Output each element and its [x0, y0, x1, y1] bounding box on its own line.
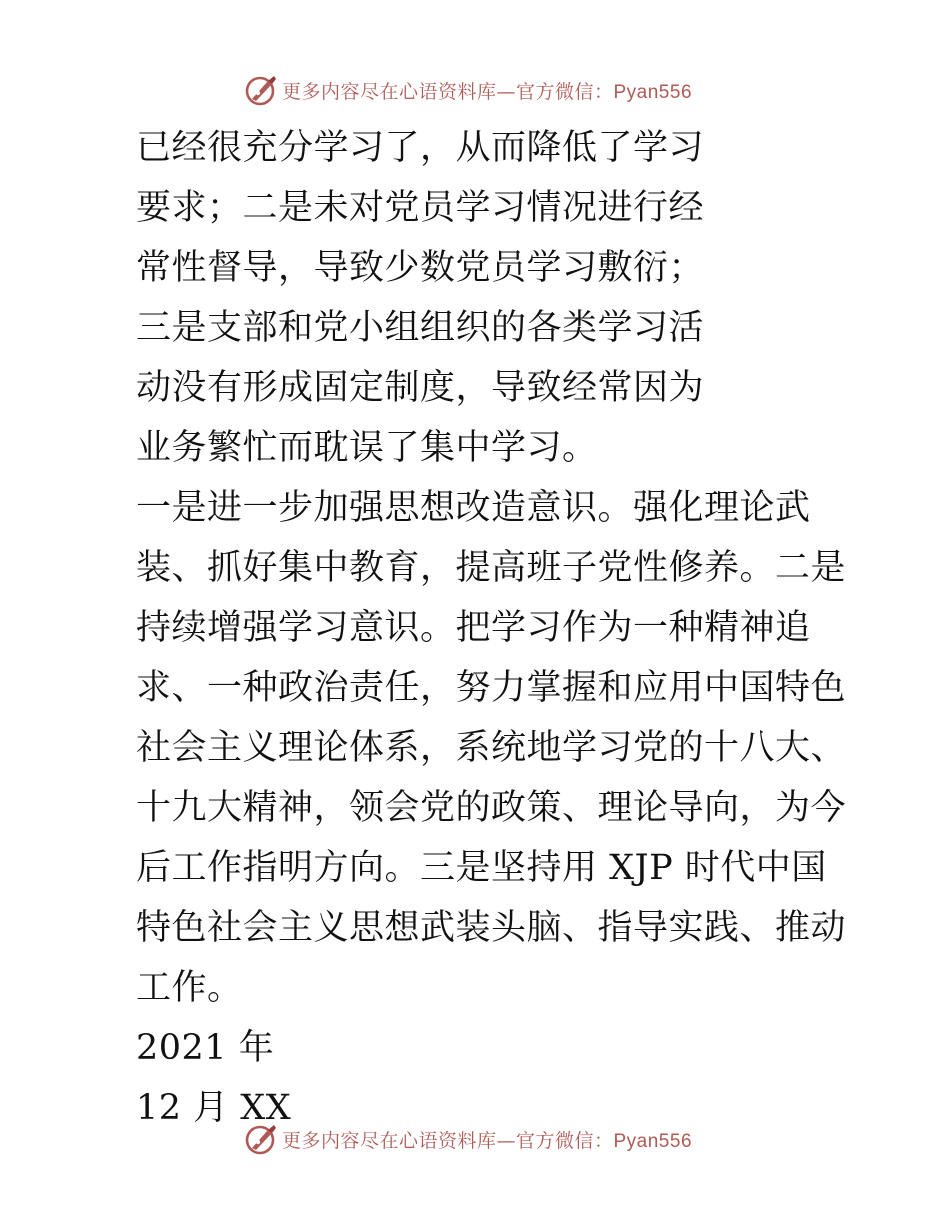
footer-banner-content: [244, 1122, 692, 1156]
header-banner-cn: 更多内容尽在心语资料库: [281, 80, 497, 103]
footer-banner: [0, 1119, 950, 1159]
footer-banner-id: Pyan556: [613, 1130, 693, 1152]
body-line: 常性督导，导致少数党员学习敷衍；: [136, 248, 705, 288]
header-banner-wechat: 官方微信：: [515, 80, 614, 103]
body-line: 业务繁忙而耽误了集中学习。: [136, 428, 598, 468]
pen-circle-logo-icon: [244, 73, 278, 107]
body-line: 要求；二是未对党员学习情况进行经: [136, 188, 705, 228]
body-line: 后工作指明方向。三是坚持用 XJP 时代中国: [136, 848, 827, 888]
body-line: 工作。: [136, 968, 243, 1008]
header-banner-sep: —: [496, 80, 516, 103]
body-line: 社会主义理论体系，系统地学习党的十八大、: [136, 728, 847, 768]
body-line: 装、抓好集中教育，提高班子党性修养。二是: [136, 548, 847, 588]
body-line: 十九大精神，领会党的政策、理论导向，为今: [136, 788, 847, 828]
pen-circle-logo-icon: [244, 1122, 278, 1156]
date-month-line: 12 月 XX: [136, 1088, 292, 1128]
footer-banner-text: [282, 1126, 692, 1153]
body-line: 三是支部和党小组组织的各类学习活: [136, 308, 705, 348]
body-line: 已经很充分学习了，从而降低了学习: [136, 128, 705, 168]
date-year-line: 2021 年: [136, 1028, 275, 1068]
footer-banner-cn: 更多内容尽在心语资料库: [281, 1129, 497, 1152]
body-line: 持续增强学习意识。把学习作为一种精神追: [136, 608, 811, 648]
body-line: 特色社会主义思想武装头脑、指导实践、推动: [136, 908, 847, 948]
header-banner-content: [244, 73, 692, 107]
footer-banner-sep: —: [496, 1129, 516, 1152]
body-line: 求、一种政治责任，努力掌握和应用中国特色: [136, 668, 847, 708]
footer-banner-wechat: 官方微信：: [515, 1129, 614, 1152]
body-line: 一是进一步加强思想改造意识。强化理论武: [136, 488, 811, 528]
header-banner-id: Pyan556: [613, 81, 693, 103]
header-banner-text: [282, 77, 692, 104]
document-body: [136, 118, 847, 1138]
body-line: 动没有形成固定制度，导致经常因为: [136, 368, 705, 408]
header-banner: [0, 70, 950, 110]
